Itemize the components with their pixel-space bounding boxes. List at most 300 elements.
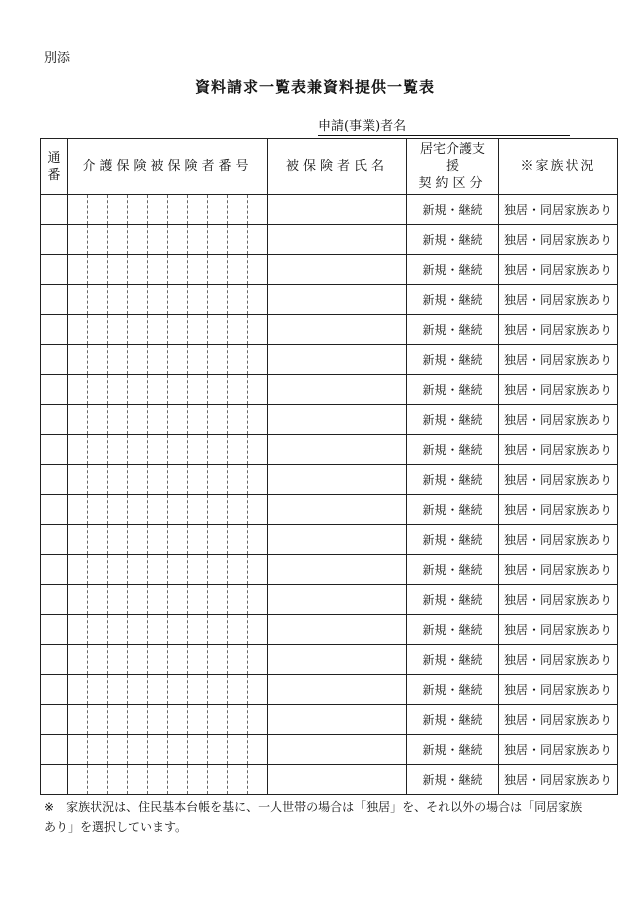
digit-box[interactable] (208, 435, 228, 464)
digit-box[interactable] (188, 345, 208, 374)
serial-cell[interactable] (41, 735, 68, 765)
digit-box[interactable] (228, 525, 248, 554)
insured-name-cell[interactable] (268, 495, 407, 525)
digit-box[interactable] (108, 465, 128, 494)
digit-box[interactable] (188, 735, 208, 764)
digit-box[interactable] (248, 765, 267, 794)
digit-box[interactable] (248, 315, 267, 344)
digit-box[interactable] (228, 705, 248, 734)
insured-number-cell[interactable] (68, 195, 268, 225)
digit-box[interactable] (128, 615, 148, 644)
digit-box[interactable] (108, 735, 128, 764)
contract-type-option[interactable]: 新規・継続 (407, 765, 499, 795)
digit-box[interactable] (128, 255, 148, 284)
digit-box[interactable] (68, 225, 88, 254)
digit-box[interactable] (188, 705, 208, 734)
digit-box[interactable] (248, 375, 267, 404)
digit-box[interactable] (188, 405, 208, 434)
digit-box[interactable] (228, 735, 248, 764)
family-status-option[interactable]: 独居・同居家族あり (499, 345, 618, 375)
digit-box[interactable] (68, 375, 88, 404)
digit-box[interactable] (108, 615, 128, 644)
family-status-option[interactable]: 独居・同居家族あり (499, 555, 618, 585)
digit-box[interactable] (168, 495, 188, 524)
digit-box[interactable] (228, 255, 248, 284)
contract-type-option[interactable]: 新規・継続 (407, 465, 499, 495)
digit-box[interactable] (168, 735, 188, 764)
digit-box[interactable] (68, 465, 88, 494)
digit-box[interactable] (128, 675, 148, 704)
digit-box[interactable] (148, 225, 168, 254)
digit-box[interactable] (148, 195, 168, 224)
insured-number-cell[interactable] (68, 495, 268, 525)
digit-box[interactable] (88, 345, 108, 374)
digit-box[interactable] (168, 705, 188, 734)
contract-type-option[interactable]: 新規・継続 (407, 495, 499, 525)
digit-box[interactable] (148, 285, 168, 314)
digit-box[interactable] (208, 345, 228, 374)
contract-type-option[interactable]: 新規・継続 (407, 285, 499, 315)
digit-box[interactable] (248, 705, 267, 734)
serial-cell[interactable] (41, 495, 68, 525)
digit-box[interactable] (188, 255, 208, 284)
family-status-option[interactable]: 独居・同居家族あり (499, 195, 618, 225)
digit-box[interactable] (208, 195, 228, 224)
digit-box[interactable] (148, 645, 168, 674)
digit-box[interactable] (248, 465, 267, 494)
digit-box[interactable] (128, 465, 148, 494)
digit-box[interactable] (68, 555, 88, 584)
digit-box[interactable] (88, 225, 108, 254)
digit-box[interactable] (88, 675, 108, 704)
insured-name-cell[interactable] (268, 285, 407, 315)
digit-box[interactable] (188, 465, 208, 494)
digit-box[interactable] (128, 195, 148, 224)
insured-number-cell[interactable] (68, 615, 268, 645)
insured-name-cell[interactable] (268, 345, 407, 375)
digit-box[interactable] (208, 375, 228, 404)
digit-box[interactable] (128, 525, 148, 554)
digit-box[interactable] (68, 615, 88, 644)
digit-box[interactable] (168, 555, 188, 584)
digit-box[interactable] (208, 315, 228, 344)
serial-cell[interactable] (41, 525, 68, 555)
insured-name-cell[interactable] (268, 705, 407, 735)
digit-box[interactable] (248, 495, 267, 524)
digit-box[interactable] (208, 735, 228, 764)
digit-box[interactable] (148, 525, 168, 554)
digit-box[interactable] (188, 285, 208, 314)
digit-box[interactable] (168, 675, 188, 704)
contract-type-option[interactable]: 新規・継続 (407, 255, 499, 285)
digit-box[interactable] (148, 255, 168, 284)
insured-name-cell[interactable] (268, 465, 407, 495)
digit-box[interactable] (188, 195, 208, 224)
insured-name-cell[interactable] (268, 585, 407, 615)
digit-box[interactable] (208, 495, 228, 524)
digit-box[interactable] (128, 705, 148, 734)
contract-type-option[interactable]: 新規・継続 (407, 525, 499, 555)
digit-box[interactable] (248, 345, 267, 374)
contract-type-option[interactable]: 新規・継続 (407, 735, 499, 765)
digit-box[interactable] (188, 315, 208, 344)
digit-box[interactable] (188, 645, 208, 674)
contract-type-option[interactable]: 新規・継続 (407, 225, 499, 255)
contract-type-option[interactable]: 新規・継続 (407, 585, 499, 615)
digit-box[interactable] (68, 765, 88, 794)
digit-box[interactable] (228, 645, 248, 674)
family-status-option[interactable]: 独居・同居家族あり (499, 525, 618, 555)
digit-box[interactable] (88, 465, 108, 494)
serial-cell[interactable] (41, 285, 68, 315)
insured-name-cell[interactable] (268, 255, 407, 285)
insured-name-cell[interactable] (268, 645, 407, 675)
digit-box[interactable] (148, 345, 168, 374)
digit-box[interactable] (108, 495, 128, 524)
digit-box[interactable] (188, 585, 208, 614)
digit-box[interactable] (248, 525, 267, 554)
digit-box[interactable] (128, 495, 148, 524)
serial-cell[interactable] (41, 195, 68, 225)
digit-box[interactable] (88, 405, 108, 434)
digit-box[interactable] (228, 555, 248, 584)
serial-cell[interactable] (41, 705, 68, 735)
digit-box[interactable] (148, 405, 168, 434)
insured-number-cell[interactable] (68, 555, 268, 585)
digit-box[interactable] (228, 285, 248, 314)
digit-box[interactable] (208, 225, 228, 254)
digit-box[interactable] (168, 525, 188, 554)
digit-box[interactable] (148, 315, 168, 344)
insured-number-cell[interactable] (68, 435, 268, 465)
insured-number-cell[interactable] (68, 645, 268, 675)
digit-box[interactable] (88, 375, 108, 404)
insured-name-cell[interactable] (268, 525, 407, 555)
digit-box[interactable] (168, 585, 188, 614)
insured-number-cell[interactable] (68, 705, 268, 735)
digit-box[interactable] (228, 345, 248, 374)
digit-box[interactable] (148, 735, 168, 764)
family-status-option[interactable]: 独居・同居家族あり (499, 765, 618, 795)
contract-type-option[interactable]: 新規・継続 (407, 645, 499, 675)
insured-name-cell[interactable] (268, 735, 407, 765)
digit-box[interactable] (168, 765, 188, 794)
insured-name-cell[interactable] (268, 405, 407, 435)
digit-box[interactable] (128, 735, 148, 764)
digit-box[interactable] (108, 285, 128, 314)
digit-box[interactable] (128, 225, 148, 254)
digit-box[interactable] (248, 555, 267, 584)
digit-box[interactable] (128, 345, 148, 374)
digit-box[interactable] (188, 765, 208, 794)
insured-number-cell[interactable] (68, 375, 268, 405)
digit-box[interactable] (88, 615, 108, 644)
insured-number-cell[interactable] (68, 525, 268, 555)
family-status-option[interactable]: 独居・同居家族あり (499, 705, 618, 735)
insured-number-cell[interactable] (68, 285, 268, 315)
serial-cell[interactable] (41, 225, 68, 255)
digit-box[interactable] (168, 465, 188, 494)
digit-box[interactable] (168, 285, 188, 314)
digit-box[interactable] (108, 555, 128, 584)
contract-type-option[interactable]: 新規・継続 (407, 195, 499, 225)
digit-box[interactable] (128, 285, 148, 314)
digit-box[interactable] (88, 765, 108, 794)
digit-box[interactable] (88, 585, 108, 614)
digit-box[interactable] (168, 435, 188, 464)
digit-box[interactable] (248, 675, 267, 704)
digit-box[interactable] (108, 675, 128, 704)
digit-box[interactable] (88, 195, 108, 224)
digit-box[interactable] (148, 675, 168, 704)
digit-box[interactable] (208, 585, 228, 614)
digit-box[interactable] (188, 615, 208, 644)
digit-box[interactable] (68, 285, 88, 314)
digit-box[interactable] (148, 375, 168, 404)
family-status-option[interactable]: 独居・同居家族あり (499, 285, 618, 315)
digit-box[interactable] (248, 285, 267, 314)
family-status-option[interactable]: 独居・同居家族あり (499, 315, 618, 345)
digit-box[interactable] (228, 375, 248, 404)
digit-box[interactable] (228, 405, 248, 434)
contract-type-option[interactable]: 新規・継続 (407, 405, 499, 435)
digit-box[interactable] (248, 195, 267, 224)
digit-box[interactable] (108, 525, 128, 554)
digit-box[interactable] (188, 435, 208, 464)
digit-box[interactable] (148, 615, 168, 644)
serial-cell[interactable] (41, 765, 68, 795)
insured-name-cell[interactable] (268, 675, 407, 705)
digit-box[interactable] (188, 495, 208, 524)
digit-box[interactable] (248, 255, 267, 284)
digit-box[interactable] (208, 465, 228, 494)
family-status-option[interactable]: 独居・同居家族あり (499, 435, 618, 465)
insured-name-cell[interactable] (268, 435, 407, 465)
family-status-option[interactable]: 独居・同居家族あり (499, 225, 618, 255)
digit-box[interactable] (108, 405, 128, 434)
digit-box[interactable] (108, 645, 128, 674)
digit-box[interactable] (208, 765, 228, 794)
digit-box[interactable] (248, 735, 267, 764)
insured-number-cell[interactable] (68, 675, 268, 705)
digit-box[interactable] (108, 195, 128, 224)
digit-box[interactable] (208, 255, 228, 284)
insured-number-cell[interactable] (68, 255, 268, 285)
serial-cell[interactable] (41, 435, 68, 465)
digit-box[interactable] (168, 375, 188, 404)
digit-box[interactable] (228, 495, 248, 524)
digit-box[interactable] (168, 225, 188, 254)
contract-type-option[interactable]: 新規・継続 (407, 555, 499, 585)
insured-number-cell[interactable] (68, 585, 268, 615)
serial-cell[interactable] (41, 315, 68, 345)
digit-box[interactable] (68, 195, 88, 224)
insured-name-cell[interactable] (268, 195, 407, 225)
insured-name-cell[interactable] (268, 315, 407, 345)
contract-type-option[interactable]: 新規・継続 (407, 345, 499, 375)
digit-box[interactable] (88, 255, 108, 284)
digit-box[interactable] (88, 555, 108, 584)
family-status-option[interactable]: 独居・同居家族あり (499, 255, 618, 285)
digit-box[interactable] (88, 525, 108, 554)
digit-box[interactable] (228, 765, 248, 794)
serial-cell[interactable] (41, 465, 68, 495)
digit-box[interactable] (128, 555, 148, 584)
digit-box[interactable] (68, 345, 88, 374)
family-status-option[interactable]: 独居・同居家族あり (499, 735, 618, 765)
family-status-option[interactable]: 独居・同居家族あり (499, 615, 618, 645)
digit-box[interactable] (128, 315, 148, 344)
digit-box[interactable] (208, 615, 228, 644)
digit-box[interactable] (228, 585, 248, 614)
digit-box[interactable] (248, 585, 267, 614)
digit-box[interactable] (88, 495, 108, 524)
insured-number-cell[interactable] (68, 225, 268, 255)
digit-box[interactable] (68, 315, 88, 344)
digit-box[interactable] (208, 525, 228, 554)
digit-box[interactable] (128, 645, 148, 674)
digit-box[interactable] (108, 435, 128, 464)
family-status-option[interactable]: 独居・同居家族あり (499, 675, 618, 705)
digit-box[interactable] (88, 315, 108, 344)
insured-number-cell[interactable] (68, 765, 268, 795)
digit-box[interactable] (108, 765, 128, 794)
family-status-option[interactable]: 独居・同居家族あり (499, 405, 618, 435)
digit-box[interactable] (148, 585, 168, 614)
family-status-option[interactable]: 独居・同居家族あり (499, 375, 618, 405)
digit-box[interactable] (228, 315, 248, 344)
digit-box[interactable] (168, 405, 188, 434)
digit-box[interactable] (228, 195, 248, 224)
digit-box[interactable] (208, 705, 228, 734)
serial-cell[interactable] (41, 375, 68, 405)
digit-box[interactable] (68, 645, 88, 674)
digit-box[interactable] (248, 615, 267, 644)
digit-box[interactable] (168, 345, 188, 374)
digit-box[interactable] (68, 705, 88, 734)
serial-cell[interactable] (41, 675, 68, 705)
digit-box[interactable] (68, 495, 88, 524)
insured-name-cell[interactable] (268, 555, 407, 585)
insured-name-cell[interactable] (268, 375, 407, 405)
digit-box[interactable] (68, 405, 88, 434)
digit-box[interactable] (168, 195, 188, 224)
contract-type-option[interactable]: 新規・継続 (407, 435, 499, 465)
digit-box[interactable] (148, 435, 168, 464)
digit-box[interactable] (128, 435, 148, 464)
digit-box[interactable] (88, 645, 108, 674)
digit-box[interactable] (248, 435, 267, 464)
insured-name-cell[interactable] (268, 225, 407, 255)
family-status-option[interactable]: 独居・同居家族あり (499, 645, 618, 675)
digit-box[interactable] (208, 285, 228, 314)
digit-box[interactable] (88, 705, 108, 734)
family-status-option[interactable]: 独居・同居家族あり (499, 465, 618, 495)
digit-box[interactable] (108, 345, 128, 374)
digit-box[interactable] (68, 585, 88, 614)
digit-box[interactable] (148, 705, 168, 734)
digit-box[interactable] (168, 615, 188, 644)
digit-box[interactable] (128, 765, 148, 794)
digit-box[interactable] (228, 465, 248, 494)
digit-box[interactable] (108, 315, 128, 344)
digit-box[interactable] (168, 255, 188, 284)
digit-box[interactable] (168, 315, 188, 344)
digit-box[interactable] (148, 495, 168, 524)
contract-type-option[interactable]: 新規・継続 (407, 375, 499, 405)
contract-type-option[interactable]: 新規・継続 (407, 675, 499, 705)
digit-box[interactable] (188, 675, 208, 704)
serial-cell[interactable] (41, 585, 68, 615)
digit-box[interactable] (88, 285, 108, 314)
digit-box[interactable] (128, 585, 148, 614)
serial-cell[interactable] (41, 645, 68, 675)
digit-box[interactable] (208, 645, 228, 674)
digit-box[interactable] (148, 465, 168, 494)
serial-cell[interactable] (41, 255, 68, 285)
contract-type-option[interactable]: 新規・継続 (407, 315, 499, 345)
digit-box[interactable] (68, 435, 88, 464)
contract-type-option[interactable]: 新規・継続 (407, 615, 499, 645)
digit-box[interactable] (188, 555, 208, 584)
digit-box[interactable] (108, 225, 128, 254)
insured-number-cell[interactable] (68, 345, 268, 375)
digit-box[interactable] (108, 255, 128, 284)
insured-name-cell[interactable] (268, 615, 407, 645)
digit-box[interactable] (128, 375, 148, 404)
digit-box[interactable] (108, 375, 128, 404)
applicant-name-field[interactable] (318, 119, 570, 136)
digit-box[interactable] (188, 375, 208, 404)
insured-number-cell[interactable] (68, 465, 268, 495)
digit-box[interactable] (228, 675, 248, 704)
digit-box[interactable] (68, 735, 88, 764)
digit-box[interactable] (128, 405, 148, 434)
digit-box[interactable] (248, 225, 267, 254)
digit-box[interactable] (228, 615, 248, 644)
serial-cell[interactable] (41, 345, 68, 375)
digit-box[interactable] (188, 225, 208, 254)
digit-box[interactable] (108, 705, 128, 734)
contract-type-option[interactable]: 新規・継続 (407, 705, 499, 735)
insured-number-cell[interactable] (68, 405, 268, 435)
serial-cell[interactable] (41, 555, 68, 585)
serial-cell[interactable] (41, 405, 68, 435)
digit-box[interactable] (168, 645, 188, 674)
insured-number-cell[interactable] (68, 735, 268, 765)
digit-box[interactable] (68, 255, 88, 284)
family-status-option[interactable]: 独居・同居家族あり (499, 585, 618, 615)
digit-box[interactable] (248, 405, 267, 434)
digit-box[interactable] (108, 585, 128, 614)
serial-cell[interactable] (41, 615, 68, 645)
digit-box[interactable] (228, 225, 248, 254)
digit-box[interactable] (68, 675, 88, 704)
digit-box[interactable] (208, 555, 228, 584)
digit-box[interactable] (148, 555, 168, 584)
digit-box[interactable] (188, 525, 208, 554)
digit-box[interactable] (88, 735, 108, 764)
digit-box[interactable] (228, 435, 248, 464)
digit-box[interactable] (208, 675, 228, 704)
family-status-option[interactable]: 独居・同居家族あり (499, 495, 618, 525)
digit-box[interactable] (148, 765, 168, 794)
digit-box[interactable] (68, 525, 88, 554)
digit-box[interactable] (208, 405, 228, 434)
insured-number-cell[interactable] (68, 315, 268, 345)
insured-name-cell[interactable] (268, 765, 407, 795)
digit-box[interactable] (248, 645, 267, 674)
